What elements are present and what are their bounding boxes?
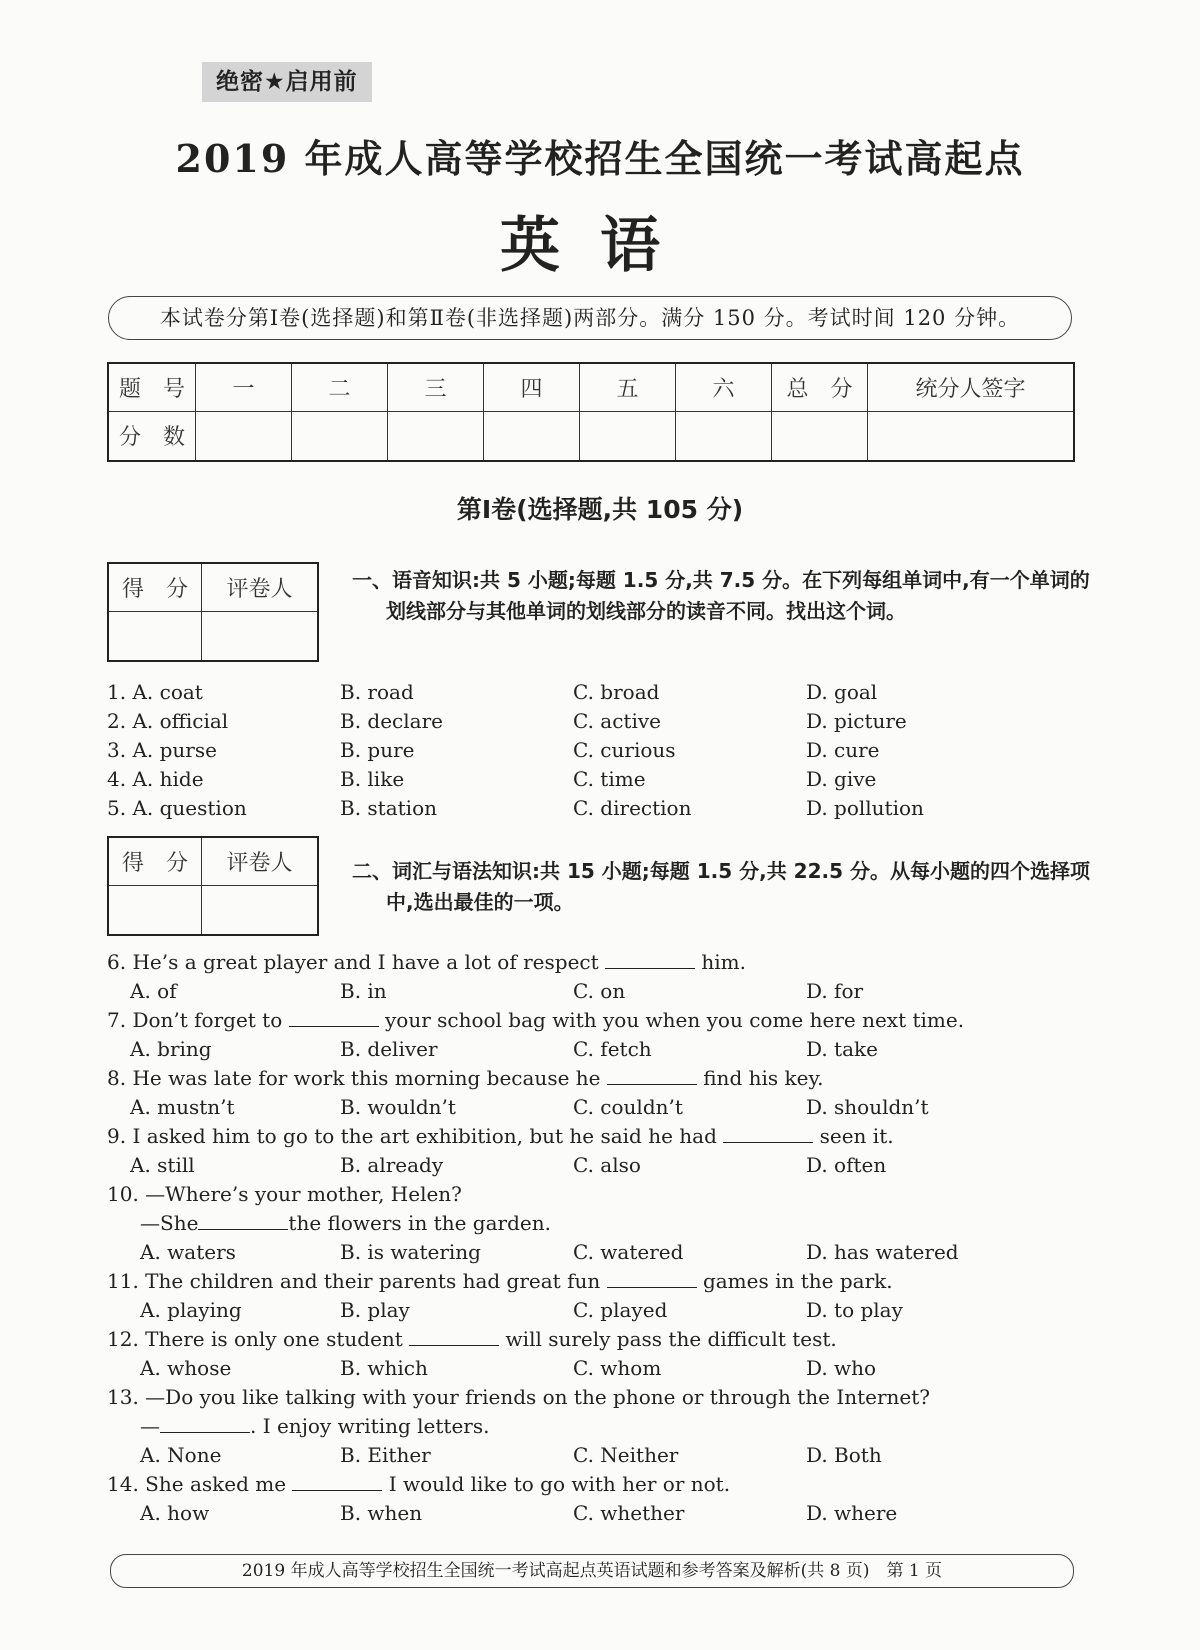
option-c[interactable]: C. couldn’t: [573, 1095, 683, 1119]
option-d[interactable]: D. often: [806, 1153, 887, 1177]
option-text: A. official: [132, 709, 229, 733]
question-stem: [107, 1385, 930, 1409]
question-stem: [107, 1327, 837, 1351]
option-text: A. coat: [132, 680, 203, 704]
grader-box-2: [107, 836, 319, 936]
option-d[interactable]: D. take: [806, 1037, 878, 1061]
option-text: D. give: [806, 767, 877, 791]
answer-blank[interactable]: [198, 1213, 288, 1230]
option-b[interactable]: B. wouldn’t: [340, 1095, 456, 1119]
question-number: 2.: [107, 709, 127, 733]
grader-score-cell[interactable]: [108, 611, 202, 661]
grader-score-label: 得 分: [108, 563, 202, 611]
question-reply-line: [140, 1414, 489, 1438]
option-c: [573, 767, 646, 791]
option-text: D. goal: [806, 680, 878, 704]
question-stem: [107, 950, 746, 974]
option-c: [573, 738, 676, 762]
stem-text: games in the park.: [702, 1269, 893, 1293]
option-a[interactable]: A. waters: [140, 1240, 236, 1264]
option-b: [340, 738, 415, 762]
score-table-header: 总 分: [772, 363, 868, 411]
subject-title: 英语: [500, 211, 700, 281]
option-c: [573, 709, 661, 733]
score-table-header: 三: [388, 363, 484, 411]
score-table-header: 五: [580, 363, 676, 411]
option-text: C. direction: [573, 796, 692, 820]
option-a: [107, 680, 203, 704]
option-b[interactable]: B. when: [340, 1501, 423, 1525]
answer-blank[interactable]: [723, 1126, 813, 1143]
option-a[interactable]: A. mustn’t: [130, 1095, 235, 1119]
score-table-header: 二: [292, 363, 388, 411]
option-b: [340, 680, 414, 704]
option-text: D. picture: [806, 709, 907, 733]
answer-blank[interactable]: [160, 1416, 250, 1433]
answer-blank[interactable]: [607, 1068, 697, 1085]
option-a[interactable]: A. bring: [130, 1037, 212, 1061]
option-d[interactable]: D. shouldn’t: [806, 1095, 929, 1119]
option-a[interactable]: A. whose: [140, 1356, 232, 1380]
option-text: A. purse: [132, 738, 217, 762]
answer-blank[interactable]: [409, 1329, 499, 1346]
question-stem: [107, 1008, 964, 1032]
option-d: [806, 796, 924, 820]
stem-text: find his key.: [703, 1066, 824, 1090]
option-d[interactable]: D. for: [806, 979, 864, 1003]
stem-text: him.: [701, 950, 746, 974]
option-text: B. declare: [340, 709, 443, 733]
option-c[interactable]: C. watered: [573, 1240, 684, 1264]
stem-text: 10. —Where’s your mother, Helen?: [107, 1182, 462, 1206]
option-a[interactable]: A. how: [140, 1501, 210, 1525]
score-cell[interactable]: [196, 411, 292, 461]
option-b: [340, 796, 437, 820]
option-d[interactable]: D. to play: [806, 1298, 903, 1322]
score-cell[interactable]: [676, 411, 772, 461]
option-b[interactable]: B. is watering: [340, 1240, 481, 1264]
question-stem: [107, 1066, 823, 1090]
stem-text: 13. —Do you like talking with your friends on the phone or through the Internet?: [107, 1385, 931, 1409]
score-table-header: 统分人签字: [868, 363, 1075, 411]
option-text: B. like: [340, 767, 405, 791]
option-a[interactable]: A. of: [130, 979, 177, 1003]
option-b[interactable]: B. in: [340, 979, 387, 1003]
option-b[interactable]: B. play: [340, 1298, 410, 1322]
option-text: A. hide: [132, 767, 204, 791]
option-c: [573, 796, 691, 820]
question-number: 1.: [107, 680, 127, 704]
question-stem: [107, 1269, 893, 1293]
option-a[interactable]: A. playing: [140, 1298, 242, 1322]
stem-text: —She: [140, 1211, 199, 1235]
stem-text: I would like to go with her or not.: [388, 1472, 731, 1496]
answer-blank[interactable]: [292, 1474, 382, 1491]
stem-text: 8. He was late for work this morning because he: [107, 1066, 601, 1090]
question-stem: [107, 1124, 894, 1148]
option-c[interactable]: C. whether: [573, 1501, 685, 1525]
score-table-header: 四: [484, 363, 580, 411]
option-d: [806, 680, 877, 704]
option-a: [107, 767, 204, 791]
question-reply-line: [140, 1211, 551, 1235]
option-c: [573, 680, 659, 704]
stem-text: 11. The children and their parents had great fun: [107, 1269, 601, 1293]
option-c[interactable]: C. fetch: [573, 1037, 652, 1061]
option-a: [107, 709, 228, 733]
option-d[interactable]: D. where: [806, 1501, 898, 1525]
option-c[interactable]: C. also: [573, 1153, 641, 1177]
option-b[interactable]: B. which: [340, 1356, 428, 1380]
exam-title: 2019 年成人高等学校招生全国统一考试高起点: [175, 136, 1025, 181]
option-b: [340, 709, 443, 733]
option-d[interactable]: D. has watered: [806, 1240, 959, 1264]
part1-title: 第Ⅰ卷(选择题,共 105 分): [456, 495, 744, 524]
grader-box-1: [107, 562, 319, 662]
option-b[interactable]: B. Either: [340, 1443, 431, 1467]
stem-text: —: [140, 1414, 160, 1438]
score-table: [107, 362, 1075, 462]
option-c[interactable]: C. on: [573, 979, 626, 1003]
option-text: C. curious: [573, 738, 676, 762]
option-d[interactable]: D. Both: [806, 1443, 882, 1467]
grader-label: 评卷人: [202, 563, 319, 611]
stem-text: 7. Don’t forget to: [107, 1008, 283, 1032]
score-table-header: 题 号: [108, 363, 196, 411]
score-cell[interactable]: [484, 411, 580, 461]
question-number: 3.: [107, 738, 127, 762]
score-cell[interactable]: [580, 411, 676, 461]
stem-text: 9. I asked him to go to the art exhibition, but he said he had: [107, 1124, 717, 1148]
option-text: A. question: [132, 796, 247, 820]
confidential-label: 绝密★启用前: [202, 62, 372, 102]
score-table-row-label: 分 数: [108, 411, 196, 461]
option-b: [340, 767, 404, 791]
option-text: C. time: [573, 767, 646, 791]
option-a[interactable]: A. None: [140, 1443, 222, 1467]
question-number: 4.: [107, 767, 127, 791]
question-number: 5.: [107, 796, 127, 820]
stem-text: . I enjoy writing letters.: [250, 1414, 490, 1438]
option-c[interactable]: C. whom: [573, 1356, 662, 1380]
option-b[interactable]: B. deliver: [340, 1037, 438, 1061]
grader-score-cell[interactable]: [108, 885, 202, 935]
option-d: [806, 767, 876, 791]
section2-instruction: 二、词汇与语法知识:共 15 小题;每题 1.5 分,共 22.5 分。从每小题的四个选择项中,选出最佳的一项。: [352, 859, 1090, 914]
option-text: B. road: [340, 680, 414, 704]
score-cell[interactable]: [772, 411, 868, 461]
option-text: D. pollution: [806, 796, 924, 820]
page-footer: 2019 年成人高等学校招生全国统一考试高起点英语试题和参考答案及解析(共 8 页) 第 1 页: [110, 1554, 1074, 1588]
score-cell[interactable]: [292, 411, 388, 461]
option-c[interactable]: C. Neither: [573, 1443, 679, 1467]
stem-text: 14. She asked me: [107, 1472, 287, 1496]
answer-blank[interactable]: [289, 1010, 379, 1027]
score-table-header: 一: [196, 363, 292, 411]
question-stem: [107, 1472, 730, 1496]
grader-label: 评卷人: [202, 837, 319, 885]
option-a: [107, 738, 217, 762]
grader-score-label: 得 分: [108, 837, 202, 885]
stem-text: will surely pass the difficult test.: [505, 1327, 837, 1351]
option-text: D. cure: [806, 738, 880, 762]
score-cell[interactable]: [388, 411, 484, 461]
score-table-header: 六: [676, 363, 772, 411]
section1-instruction: 一、语音知识:共 5 小题;每题 1.5 分,共 7.5 分。在下列每组单词中,有一个单词的划线部分与其他单词的划线部分的读音不同。找出这个词。: [352, 568, 1090, 623]
option-c[interactable]: C. played: [573, 1298, 668, 1322]
option-b[interactable]: B. already: [340, 1153, 444, 1177]
answer-blank[interactable]: [605, 952, 695, 969]
stem-text: your school bag with you when you come here next time.: [384, 1008, 965, 1032]
option-d: [806, 709, 907, 733]
option-text: B. station: [340, 796, 437, 820]
option-a: [107, 796, 247, 820]
exam-notice: 本试卷分第Ⅰ卷(选择题)和第Ⅱ卷(非选择题)两部分。满分 150 分。考试时间 120 分钟。: [108, 296, 1072, 340]
question-stem: [107, 1182, 462, 1206]
stem-text: 6. He’s a great player and I have a lot of respect: [107, 950, 599, 974]
grader-sign-cell[interactable]: [202, 885, 319, 935]
option-text: C. broad: [573, 680, 660, 704]
option-d[interactable]: D. who: [806, 1356, 877, 1380]
stem-text: seen it.: [819, 1124, 894, 1148]
option-text: C. active: [573, 709, 661, 733]
option-d: [806, 738, 880, 762]
option-a[interactable]: A. still: [130, 1153, 195, 1177]
answer-blank[interactable]: [607, 1271, 697, 1288]
stem-text: 12. There is only one student: [107, 1327, 403, 1351]
option-text: B. pure: [340, 738, 415, 762]
grader-sign-cell[interactable]: [202, 611, 319, 661]
stem-text: the flowers in the garden.: [288, 1211, 551, 1235]
score-cell[interactable]: [868, 411, 1075, 461]
